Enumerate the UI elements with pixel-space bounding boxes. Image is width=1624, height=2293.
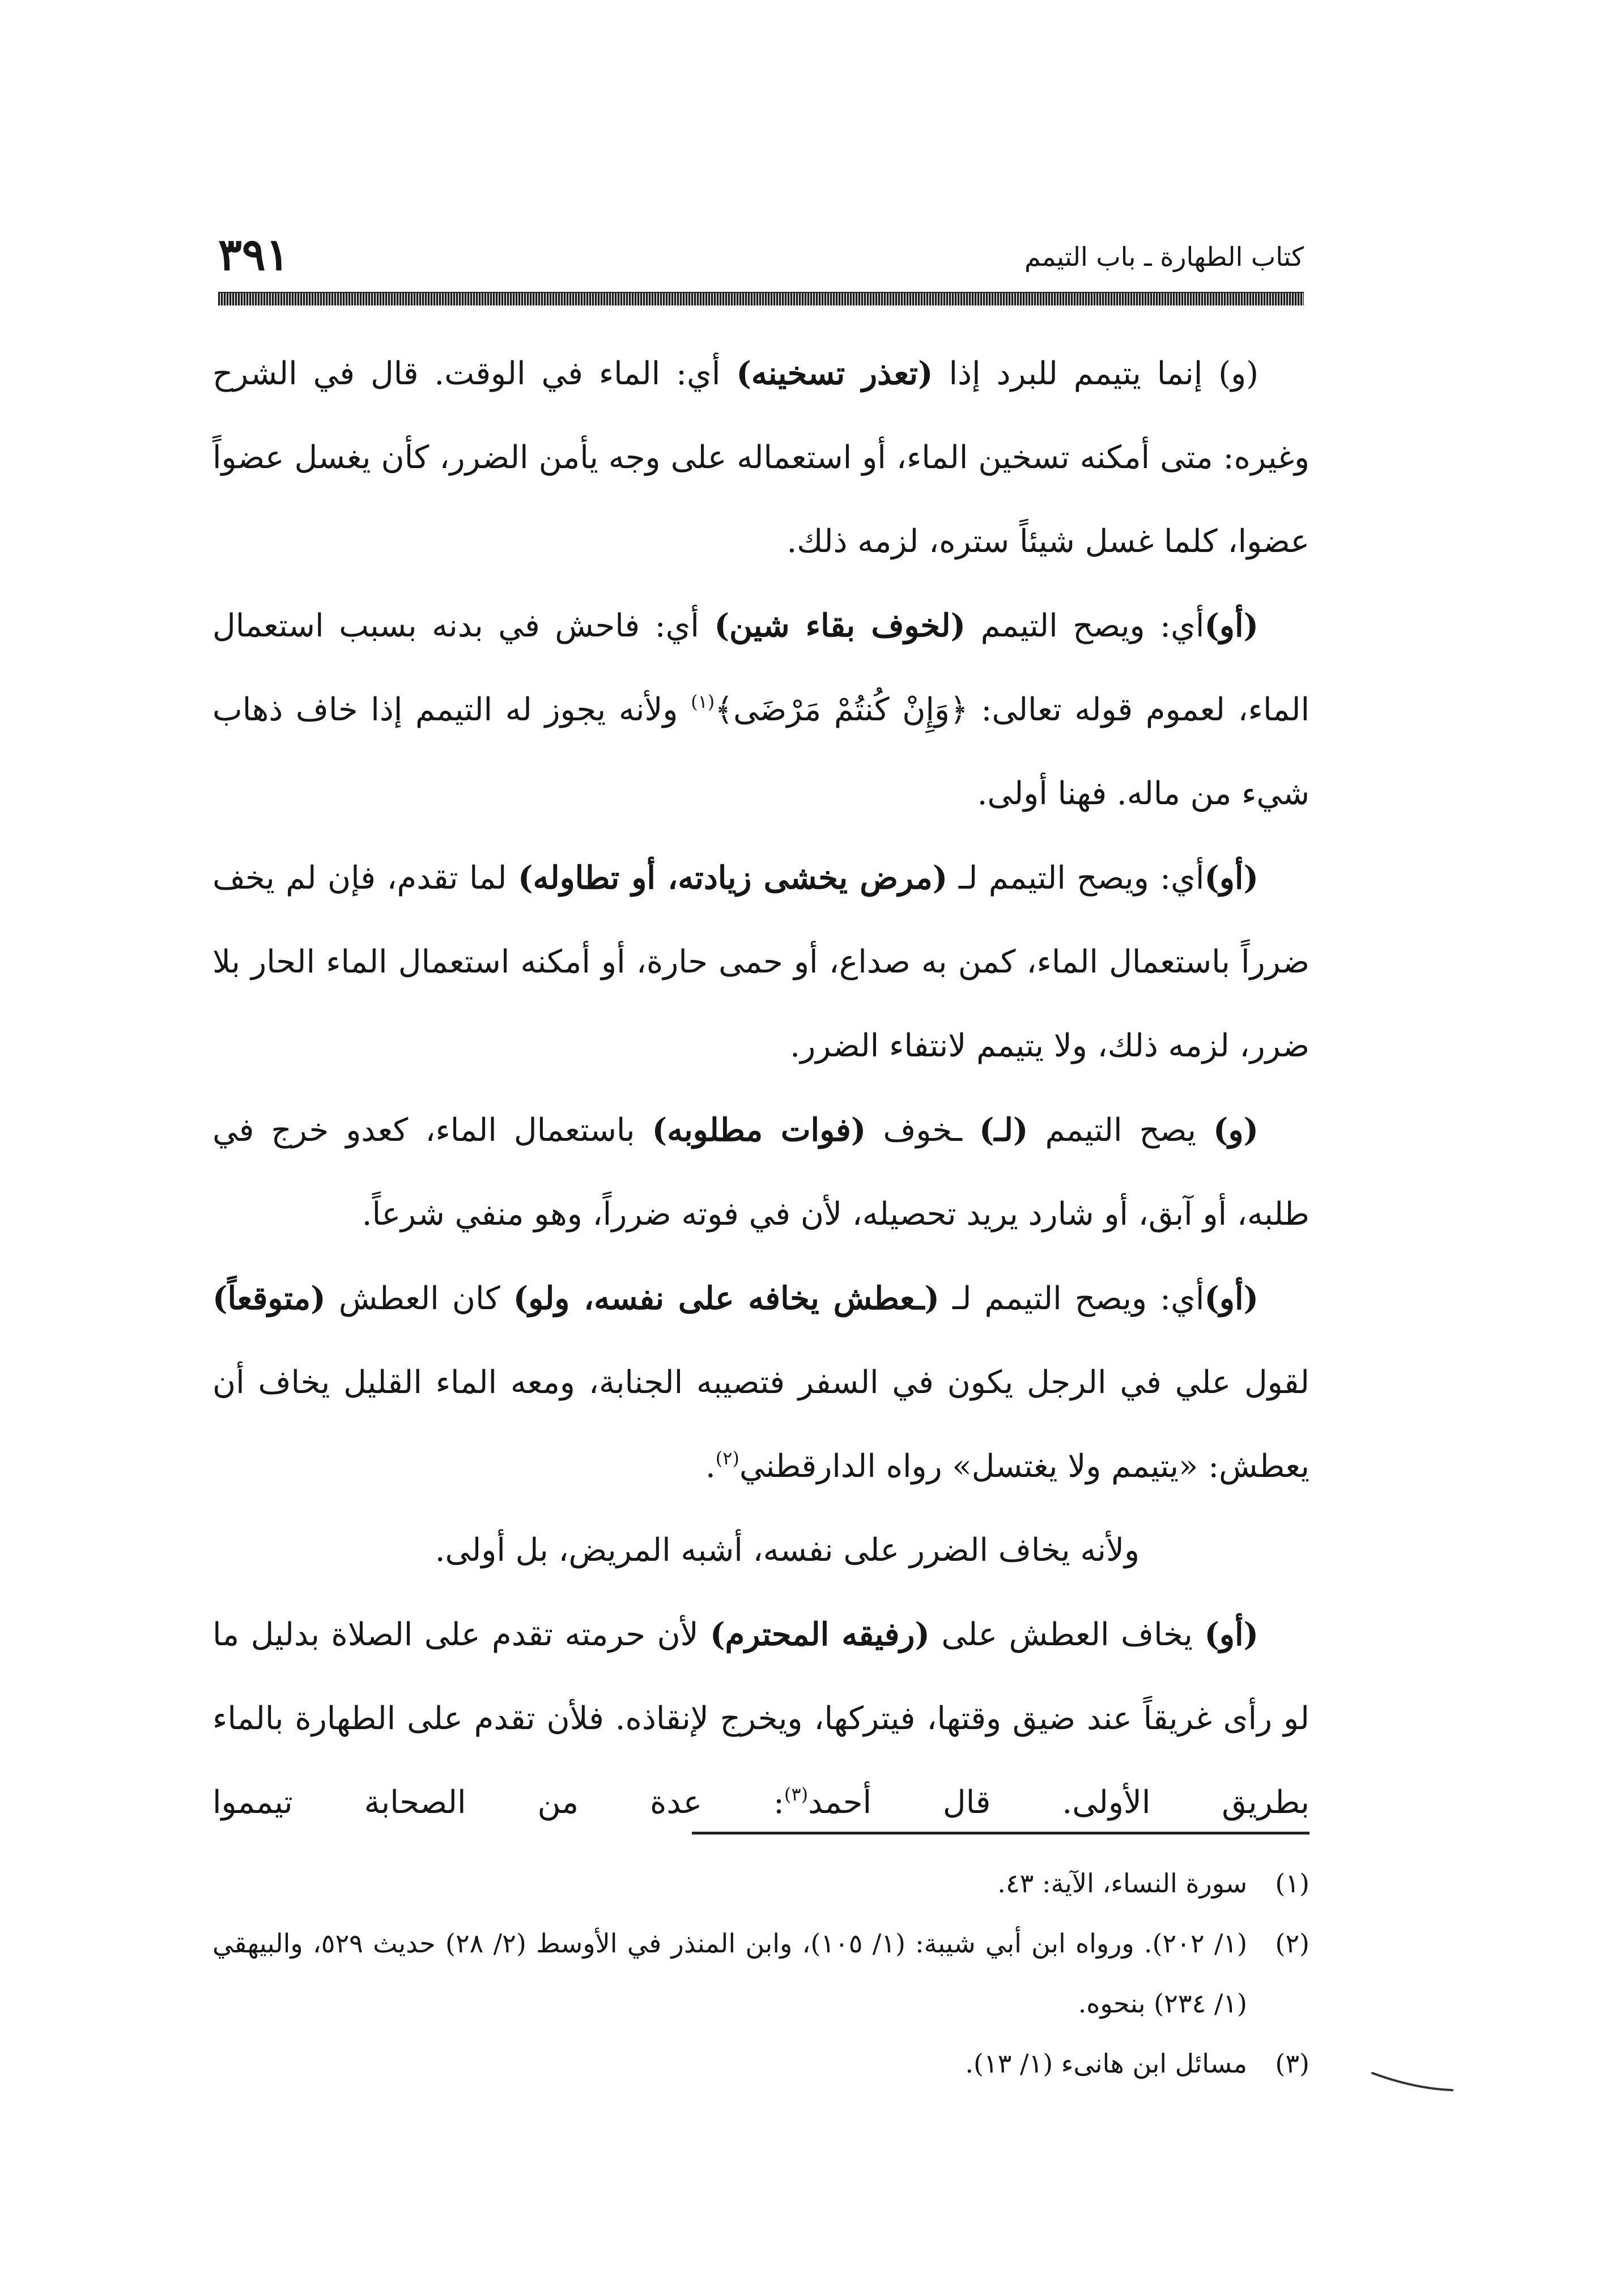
matn-text: (و) (1213, 1111, 1259, 1149)
footnote-1 (212, 1853, 1310, 1913)
footnote-text: (١/ ٢٠٢). ورواه ابن أبي شيبة: (١/ ١٠٥)، وابن المنذر في الأوسط (٢/ ٢٨) حديث ٥٢٩، والبيهقي (١/ ٢٣٤) بنحوه. (212, 1928, 1248, 2019)
matn-text: (مرض يخشى زيادته، أو تطاوله) (517, 859, 948, 897)
footnote-3 (212, 2033, 1310, 2094)
footnotes (212, 1853, 1310, 2094)
matn-text: (لخوف بقاء شين) (714, 607, 966, 644)
paragraph-4: (و) يصح التيمم (لـ) ـخوف (فوات مطلوبه) باستعمال الماء، كعدو خرج في طلبه، أو آبق، أو شارد يريد تحصيله، لأن في فوته ضرراً، وهو منفي شرعاً. (212, 1111, 1310, 1233)
matn-text: (أو) (1204, 859, 1259, 897)
running-title: كتاب الطهارة ـ باب التيمم (1024, 241, 1304, 272)
matn-text: (فوات مطلوبه) (652, 1111, 866, 1149)
paragraph-6: ولأنه يخاف الضرر على نفسه، أشبه المريض، بل أولى. (435, 1532, 1140, 1569)
footnote-number: (٢) (1275, 1928, 1310, 1959)
margin-pencil-mark (1371, 2070, 1453, 2092)
matn-text: (أو) (1204, 1616, 1259, 1653)
header-rule (218, 292, 1304, 305)
matn-text: (لـ) (979, 1111, 1028, 1149)
matn-text: (رفيقه المحترم) (710, 1616, 930, 1653)
running-header (218, 224, 1304, 286)
matn-text: (أو) (1204, 607, 1259, 644)
paragraph-5: (أو)أي: ويصح التيمم لـ (ـعطش يخافه على نفسه، ولو) كان العطش (متوقعاً) لقول علي في الرجل يكون في السفر فتصيبه الجنابة، ومعه الماء القليل يخاف أن يعطش: «يتيمم ولا يغتسل» رواه الدارقطني$^{(٢)}$. (212, 1280, 1310, 1485)
footnote-ref[interactable]: (٢) (715, 1447, 739, 1469)
footnote-ref[interactable]: (١) (691, 691, 715, 712)
page-number: ٣٩١ (218, 229, 290, 281)
footnote-text: مسائل ابن هانىء (١/ ١٣). (965, 2048, 1247, 2079)
matn-text: (متوقعاً) (212, 1280, 326, 1317)
paragraph-2: (أو)أي: ويصح التيمم (لخوف بقاء شين) أي: فاحش في بدنه بسبب استعمال الماء، لعموم قوله تعالى: ﴿وَإِنْ كُنتُمْ مَرْضَى﴾$^{(١)}$ ولأنه يجوز له التيمم إذا خاف ذهاب شيء من ماله. فهنا أولى. (212, 607, 1310, 812)
matn-text: (ـعطش يخافه على نفسه، ولو) (513, 1280, 939, 1317)
footnote-text: سورة النساء، الآية: ٤٣. (997, 1868, 1247, 1899)
footnote-ref[interactable]: (٣) (784, 1784, 809, 1805)
footnote-number: (٣) (1275, 2048, 1310, 2079)
footnote-2 (212, 1913, 1310, 2033)
paragraph-7: (أو) يخاف العطش على (رفيقه المحترم) لأن حرمته تقدم على الصلاة بدليل ما لو رأى غريقاً عند ضيق وقتها، فيتركها، ويخرج لإنقاذه. فلأن تقدم على الطهارة بالماء بطريق الأولى. قال أحمد$^{(٣)}$: عدة من الصحابة تيمموا (212, 1616, 1310, 1821)
main-text (212, 332, 1310, 1845)
paragraph-1: (و) إنما يتيمم للبرد إذا (تعذر تسخينه) أي: الماء في الوقت. قال في الشرح وغيره: متى أمكنه تسخين الماء، أو استعماله على وجه يأمن الضرر، كأن يغسل عضواً عضوا، كلما غسل شيئاً ستره، لزمه ذلك. (212, 355, 1310, 560)
footnote-separator (692, 1832, 1310, 1835)
matn-text: (أو) (1204, 1280, 1259, 1317)
paragraph-3: (أو)أي: ويصح التيمم لـ (مرض يخشى زيادته، أو تطاوله) لما تقدم، فإن لم يخف ضرراً باستعمال الماء، كمن به صداع، أو حمى حارة، أو أمكنه استعمال الماء الحار بلا ضرر، لزمه ذلك، ولا يتيمم لانتفاء الضرر. (212, 859, 1310, 1064)
matn-text: (تعذر تسخينه) (736, 355, 933, 392)
footnote-number: (١) (1275, 1868, 1310, 1899)
